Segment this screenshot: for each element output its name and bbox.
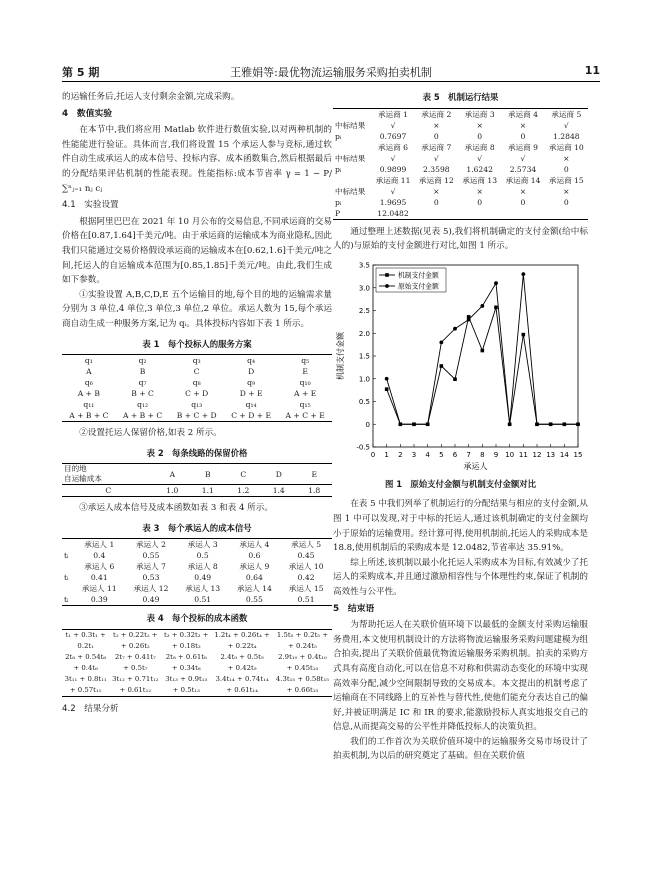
table-cell: 承运商 11 bbox=[375, 175, 411, 185]
table-cell: 0.5 bbox=[196, 551, 209, 561]
x-axis-label: 承运人 bbox=[463, 461, 488, 471]
x-tick-label: 5 bbox=[439, 450, 444, 459]
table-cell: + 0.5t₇ bbox=[123, 664, 148, 673]
table-cell: + 0.5t₁₃ bbox=[172, 686, 200, 695]
table-cell: 0.45 bbox=[297, 551, 315, 561]
table-cell: + 0.26t₂ bbox=[120, 642, 150, 651]
table-cell bbox=[62, 583, 73, 594]
table-cell: 0.55 bbox=[245, 595, 263, 605]
line-chart bbox=[333, 257, 588, 475]
table-cell bbox=[501, 208, 544, 220]
y-axis-label: 机制支付金额 bbox=[336, 331, 345, 380]
data-point bbox=[453, 377, 457, 381]
table-cell: √ bbox=[520, 153, 526, 163]
table-caption: 表 3 每个承运人的成本信号 bbox=[142, 522, 252, 533]
x-tick-label: 1 bbox=[384, 450, 389, 459]
x-tick-label: 7 bbox=[466, 450, 471, 459]
x-tick-label: 15 bbox=[573, 450, 583, 459]
table-cell: 承运商 8 bbox=[464, 142, 495, 152]
paragraph: 在表 5 中我们列举了机制运行的分配结果与相应的支付金额,从图 1 中可以发现,对于中标的托运人,通过该机制确定的支付金额均小于原始的运输费用。经计算可得,使用机制前,托运人的采购成本是 18.8,使用机制后的采购成本是 12.0482,节省率达 35.91%。 bbox=[333, 499, 588, 554]
table-cell: 中标结果 bbox=[335, 120, 366, 130]
table-cell: 承运商 9 bbox=[507, 142, 538, 152]
table-row: A B C D E bbox=[86, 367, 308, 377]
data-point bbox=[481, 349, 485, 353]
paragraph: 在本节中,我们将应用 Matlab 软件进行数值实验,以对两种机制的性能能进行验证。具体而言,我们将设置 15 个承运人参与竞标,通过软件自动生成承运人的成本信号、投标内容、成本函数集合,然后根据最后的分配结果评估机制的性能表现。性能指标:成本节省率 γ = 1 − P/ ∑ⁿⱼ₌₁ nⱼ cⱼ bbox=[62, 125, 332, 194]
table-row bbox=[333, 153, 588, 164]
table-row: C 1.0 1.1 1.2 1.4 1.8 bbox=[105, 486, 321, 496]
table-cell: 承运商 10 bbox=[548, 142, 584, 152]
table-cell: 承运商 4 bbox=[507, 109, 538, 119]
table-cell: 承运商 6 bbox=[377, 142, 408, 152]
table-cell: 1.2t₄ + 0.26t₄ + bbox=[214, 631, 270, 640]
table-cell: 0.39 bbox=[90, 595, 108, 605]
table-cell: 1.6242 bbox=[466, 164, 493, 174]
table-cell: 3t₁₁ + 0.8t₁₁ bbox=[64, 675, 107, 684]
paragraph: ②设置托运人保留价格,如表 2 所示。 bbox=[79, 428, 222, 439]
x-tick-label: 10 bbox=[505, 450, 515, 459]
table-row: q₆ q₇ q₈ q₉ q₁₀ bbox=[84, 378, 311, 388]
x-tick-label: 12 bbox=[532, 450, 542, 459]
table-row bbox=[62, 630, 332, 642]
y-tick-label: 3.5 bbox=[358, 261, 370, 270]
table-cell: + 0.24t₅ bbox=[288, 642, 317, 651]
table-cell: 0 bbox=[520, 197, 526, 207]
table-cell bbox=[333, 108, 371, 120]
paragraph: 我们的工作首次为关联价值环境中的运输服务交易市场设计了拍卖机制,为以后的研究奠定了基础。但在关联价值 bbox=[333, 736, 588, 762]
data-point bbox=[576, 422, 580, 426]
table-caption: 表 5 机制运行结果 bbox=[422, 92, 499, 102]
table-cell: × bbox=[433, 186, 440, 196]
x-tick-label: 13 bbox=[546, 450, 556, 459]
table-cell: tᵢ bbox=[64, 551, 69, 561]
data-point bbox=[522, 333, 526, 337]
table-cell: 承运商 7 bbox=[421, 142, 452, 152]
table-cell: 承运人 13 bbox=[185, 584, 221, 594]
table-cell: t₁ + 0.3t₁ + bbox=[65, 631, 106, 640]
table-cell: pᵢ bbox=[335, 164, 342, 174]
data-point bbox=[440, 364, 444, 368]
table-cell: 2t₆ + 0.54t₆ bbox=[65, 653, 107, 662]
table-cell: 0.53 bbox=[142, 573, 160, 583]
y-tick-label: 2.0 bbox=[358, 329, 370, 338]
x-tick-label: 0 bbox=[370, 450, 376, 459]
table-cell: + 0.42t₉ bbox=[227, 664, 257, 673]
table-cell bbox=[62, 561, 73, 572]
table-cell: √ bbox=[390, 153, 396, 163]
table-cell: 承运人 14 bbox=[236, 584, 272, 594]
table-cell: 承运人 8 bbox=[187, 562, 218, 572]
table-row: A + B B + C C + D D + E A + E bbox=[77, 389, 317, 399]
table-cell: 承运人 9 bbox=[239, 562, 270, 572]
data-point bbox=[508, 422, 512, 426]
series-line bbox=[387, 307, 578, 424]
table-cell bbox=[415, 208, 458, 220]
table-row bbox=[62, 674, 332, 685]
data-point bbox=[385, 387, 389, 391]
table-cell: 承运商 13 bbox=[462, 175, 498, 185]
table-cell: + 0.61t₁₄ bbox=[226, 686, 258, 695]
table-cell: 中标结果 bbox=[335, 186, 366, 196]
table-cell: 2.4t₉ + 0.5t₉ bbox=[220, 653, 264, 662]
x-tick-label: 2 bbox=[398, 450, 403, 459]
x-tick-label: 8 bbox=[480, 450, 485, 459]
data-point bbox=[398, 422, 402, 426]
table-cell: 承运商 5 bbox=[551, 109, 582, 119]
legend-marker bbox=[385, 273, 389, 277]
table-cell: 0.6 bbox=[248, 551, 261, 561]
table-cell: 2.5734 bbox=[509, 164, 537, 174]
table-cell bbox=[458, 208, 501, 220]
x-tick-label: 3 bbox=[411, 450, 417, 459]
table-cell: 0 bbox=[477, 197, 483, 207]
table-cell: 3.4t₁₄ + 0.74t₁₄ bbox=[215, 675, 269, 684]
table-cell: 承运人 15 bbox=[288, 584, 324, 594]
table-row bbox=[62, 641, 332, 652]
table-cell bbox=[333, 175, 371, 186]
corner-label: 目的地 bbox=[64, 464, 87, 474]
table-cell: 承运人 10 bbox=[288, 562, 324, 572]
data-point bbox=[494, 305, 498, 309]
table-cell: tᵢ bbox=[64, 573, 69, 583]
table-cell: 中标结果 bbox=[335, 153, 366, 163]
table-row: q₁ q₂ q₃ q₄ q₅ bbox=[84, 356, 310, 366]
legend-label: 机制支付金额 bbox=[398, 271, 439, 280]
table-row bbox=[333, 131, 588, 142]
table-cell: + 0.45t₁₀ bbox=[286, 664, 319, 673]
running-header bbox=[62, 64, 600, 80]
table-cell: 承运人 1 bbox=[84, 540, 115, 550]
x-tick-label: 6 bbox=[452, 450, 458, 459]
table-cell: 承运商 12 bbox=[418, 175, 454, 185]
x-tick-label: 11 bbox=[518, 450, 528, 459]
table-cell: 承运人 11 bbox=[81, 584, 117, 594]
header-rule bbox=[62, 81, 600, 82]
table-cell: 0.55 bbox=[142, 551, 160, 561]
table-row bbox=[62, 594, 332, 606]
table-cell: 0 bbox=[520, 131, 526, 141]
data-point bbox=[535, 422, 539, 426]
table-row bbox=[333, 197, 588, 208]
table-cell: 承运商 1 bbox=[377, 109, 408, 119]
table-cell: 0 bbox=[433, 197, 439, 207]
table-cell: 0.51 bbox=[297, 595, 315, 605]
data-point bbox=[453, 327, 457, 331]
table-cell: 0 bbox=[563, 164, 569, 174]
subsection-heading: 4.2 结果分析 bbox=[62, 704, 119, 715]
y-tick-label: 0 bbox=[365, 420, 370, 429]
table-cell: 承运人 12 bbox=[133, 584, 169, 594]
table-cell: 3t₁₂ + 0.71t₁₂ bbox=[112, 675, 159, 684]
table-cell: 承运商 14 bbox=[505, 175, 541, 185]
table-cell: 12.0482 bbox=[377, 208, 409, 218]
table-cell: pᵢ bbox=[335, 197, 342, 207]
data-point bbox=[562, 422, 566, 426]
table-cell: 4.3t₁₅ + 0.58t₁₅ bbox=[275, 675, 329, 684]
paragraph: ①实验设置 A,B,C,D,E 五个运输目的地,每个目的地的运输需求量分别为 3 单位,4 单位,3 单位,3 单位,2 单位。承运人数为 15,每个承运商自动生成一种服务方案,记为 qᵢ。具体投标内容如下表 1 所示。 bbox=[62, 289, 332, 329]
table-cell: 2.9t₁₀ + 0.4t₁₀ bbox=[278, 653, 327, 662]
data-point bbox=[521, 272, 525, 276]
table-cell: × bbox=[476, 186, 483, 196]
corner-label: 自运输成本 bbox=[64, 474, 102, 484]
table-cell: 0.64 bbox=[245, 573, 263, 583]
table-cell: × bbox=[519, 120, 527, 130]
table-row bbox=[62, 550, 332, 561]
data-point bbox=[439, 340, 443, 344]
table-cell: + 0.57t₁₁ bbox=[69, 686, 102, 695]
table-row bbox=[62, 663, 332, 674]
table-caption: 表 2 每条线路的保留价格 bbox=[146, 447, 248, 458]
table-cell: √ bbox=[390, 120, 396, 130]
paragraph: 通过整理上述数据(见表 5),我们将机制确定的支付金额(给中标人的)与原始的支付金额进行对比,如图 1 所示。 bbox=[333, 226, 588, 252]
table-cell: 0.49 bbox=[142, 595, 160, 605]
paragraph: ③承运人成本信号及成本函数如表 3 和表 4 所示。 bbox=[79, 503, 273, 514]
paragraph: 为帮助托运人在关联价值环境下以最低的金额支付采购运输服务费用,本文使用机制设计的方法将物流运输服务采购问题建模为组合拍卖,提出了关联价值最优物流运输服务采购机制。拍卖的采购方式具有高度自动化,可以在信息不对称和供需动态变化的环境中实现高效率分配,减少空间限制导致的交易成本。本文提出的机制考虑了运输商在不同线路上的互补性与替代性,使他们能充分表达自己的偏好,并被证明满足 IC 和 IR 的要求,能激励投标人真实地报交自己的信息,从而提高交易的公平性并降低投标人的决策负担。 bbox=[333, 620, 588, 733]
table-row bbox=[333, 208, 588, 220]
table-cell: √ bbox=[390, 186, 396, 196]
table-cell: 0 bbox=[433, 131, 439, 141]
table-cell: 0 bbox=[477, 131, 483, 141]
table-row bbox=[62, 685, 332, 697]
y-tick-label: 3.0 bbox=[358, 284, 370, 293]
table-cell: 1.5t₅ + 0.2t₅ + bbox=[276, 631, 328, 640]
table-cell: 承运商 2 bbox=[421, 109, 452, 119]
table-cell: 承运人 4 bbox=[239, 540, 270, 550]
right-column bbox=[333, 90, 588, 764]
table-cell: tᵢ bbox=[64, 595, 69, 605]
x-tick-label: 14 bbox=[559, 450, 569, 459]
figure-caption: 图 1 原始支付金额与机制支付金额对比 bbox=[384, 478, 537, 489]
table-cell: P bbox=[335, 208, 341, 218]
table-cell: 2.3598 bbox=[423, 164, 450, 174]
table-row bbox=[62, 652, 332, 663]
table-cell: √ bbox=[433, 153, 439, 163]
table-cell: + 0.4t₆ bbox=[73, 664, 98, 673]
y-tick-label: 0.5 bbox=[358, 397, 370, 406]
table-row bbox=[333, 108, 588, 120]
table-1 bbox=[62, 354, 332, 422]
x-tick-label: 9 bbox=[493, 450, 499, 459]
table-cell: × bbox=[563, 186, 570, 196]
table-cell: pᵢ bbox=[335, 131, 342, 141]
table-cell bbox=[62, 539, 73, 551]
table-cell: 0.4 bbox=[93, 551, 106, 561]
table-2 bbox=[62, 463, 332, 497]
table-cell: × bbox=[563, 153, 570, 163]
table-cell: 0.49 bbox=[194, 573, 212, 583]
y-tick-label: 1.0 bbox=[358, 375, 370, 384]
table-cell: 3t₁₃ + 0.9t₁₃ bbox=[165, 675, 208, 684]
table-row bbox=[333, 142, 588, 153]
table-cell: 0 bbox=[563, 197, 569, 207]
table-row bbox=[62, 572, 332, 583]
table-cell: 1.9695 bbox=[379, 197, 407, 207]
table-cell: t₃ + 0.32t₃ + bbox=[164, 631, 209, 640]
table-cell: 0.42 bbox=[297, 573, 315, 583]
table-cell: 承运人 7 bbox=[135, 562, 166, 572]
table-cell: + 0.61t₁₂ bbox=[119, 686, 152, 695]
figure-1 bbox=[333, 257, 588, 475]
table-cell: × bbox=[476, 120, 483, 130]
table-cell: 1.2848 bbox=[553, 131, 580, 141]
table-cell: 承运人 2 bbox=[135, 540, 166, 550]
issue-number: 第 5 期 bbox=[62, 66, 100, 79]
table-cell bbox=[333, 142, 371, 153]
table-row bbox=[62, 583, 332, 594]
table-row bbox=[333, 164, 588, 175]
table-caption: 表 4 每个投标的成本函数 bbox=[146, 613, 248, 624]
table-cell: 2t₈ + 0.61t₈ bbox=[165, 653, 207, 662]
data-point bbox=[467, 317, 471, 321]
table-cell: √ bbox=[563, 120, 569, 130]
table-cell: 0.2t₁ bbox=[77, 642, 94, 651]
table-cell: 承运人 3 bbox=[187, 540, 218, 550]
table-cell: t₂ + 0.22t₂ + bbox=[113, 631, 158, 640]
table-cell: × bbox=[519, 186, 527, 196]
table-cell bbox=[545, 208, 588, 220]
table-caption: 表 1 每个投标人的服务方案 bbox=[142, 338, 252, 349]
y-tick-label: -0.5 bbox=[356, 443, 370, 452]
table-3 bbox=[62, 538, 332, 606]
subsection-heading: 4.1 实验设置 bbox=[62, 200, 119, 211]
table-5 bbox=[333, 108, 588, 220]
table-cell: 承运商 15 bbox=[548, 175, 584, 185]
data-point bbox=[412, 422, 416, 426]
left-column bbox=[62, 90, 332, 719]
table-cell: √ bbox=[477, 153, 483, 163]
legend-label: 原始支付金额 bbox=[398, 282, 439, 291]
legend-marker bbox=[385, 284, 389, 288]
table-cell: 0.51 bbox=[194, 595, 212, 605]
table-row bbox=[333, 175, 588, 186]
paragraph: 综上所述,该机制以最小化托运人采购成本为目标,有效减少了托运人的采购成本,并且通过激励相容性与个体理性约束,保证了机制的高效性与公平性。 bbox=[333, 557, 588, 597]
table-row bbox=[62, 561, 332, 572]
running-title: 王雅娟等:最优物流运输服务采购拍卖机制 bbox=[230, 66, 432, 79]
paragraph: 的运输任务后,托运人支付剩余金额,完成采购。 bbox=[62, 92, 240, 102]
table-cell: + 0.18t₃ bbox=[171, 642, 201, 651]
table-row bbox=[333, 120, 588, 131]
table-row bbox=[333, 186, 588, 197]
table-cell: + 0.34t₈ bbox=[171, 664, 201, 673]
y-tick-label: 2.5 bbox=[358, 306, 370, 315]
section-heading: 5 结束语 bbox=[333, 603, 375, 614]
page-number: 11 bbox=[584, 64, 600, 77]
table-4 bbox=[62, 629, 332, 697]
y-tick-label: 1.5 bbox=[358, 352, 370, 361]
table-cell: × bbox=[433, 120, 440, 130]
section-heading: 4 数值实验 bbox=[62, 108, 113, 119]
table-cell: 承运人 5 bbox=[291, 540, 322, 550]
table-row bbox=[62, 539, 332, 551]
data-point bbox=[385, 377, 389, 381]
x-tick-label: 4 bbox=[425, 450, 430, 459]
table-row: 目的地 自运输成本 A B C D E bbox=[62, 464, 332, 485]
table-cell: + 0.66t₁₅ bbox=[286, 686, 319, 695]
data-point bbox=[426, 422, 430, 426]
data-point bbox=[480, 304, 484, 308]
data-point bbox=[549, 422, 553, 426]
table-row: A + B + C A + B + C B + C + D C + D + E A + C + E bbox=[69, 411, 325, 421]
table-cell: 承运人 6 bbox=[84, 562, 115, 572]
data-point bbox=[494, 281, 498, 285]
paragraph: 根据阿里巴巴在 2021 年 10 月公布的交易信息,不同承运商的交易价格在[0.87,1.64]千美元/吨。由于承运商的运输成本为商业隐私,因此我们只能通过交易价格假设承运商的运输成本在[0.62,1.6]千美元/吨之间,托运人的自运输成本范围为[0.85,1.85]千美元/吨。由此,我们生成如下参数。 bbox=[62, 216, 332, 286]
table-cell: 0.9899 bbox=[379, 164, 407, 174]
table-row: q₁₁ q₁₂ q₁₃ q₁₄ q₁₅ bbox=[83, 400, 311, 410]
table-cell: 0.7697 bbox=[379, 131, 407, 141]
table-cell: 承运商 3 bbox=[464, 109, 495, 119]
table-cell: + 0.22t₄ bbox=[227, 642, 257, 651]
plot-frame bbox=[373, 265, 578, 447]
table-cell: 2t₇ + 0.41t₇ bbox=[114, 653, 156, 662]
table-cell: 0.41 bbox=[90, 573, 108, 583]
